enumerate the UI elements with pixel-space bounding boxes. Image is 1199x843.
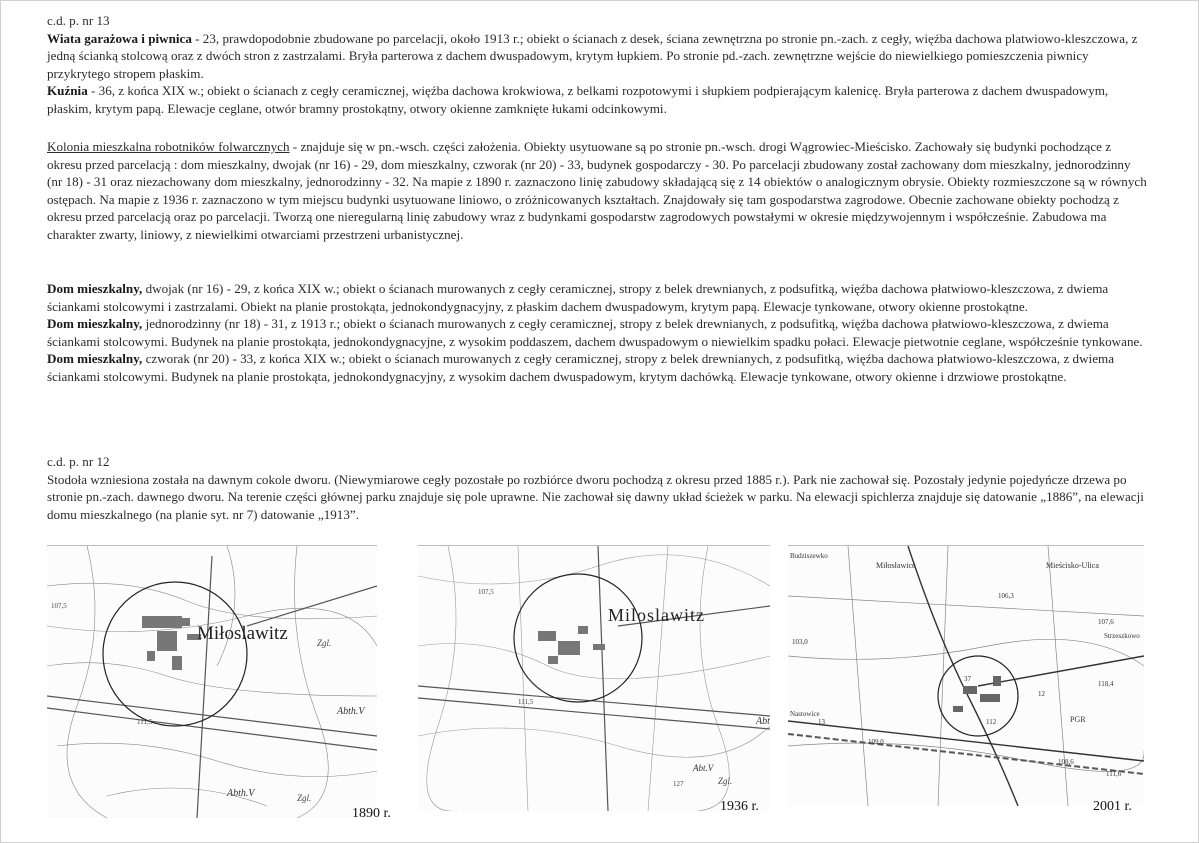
map-caption: 2001 r.	[1093, 799, 1132, 814]
map-2001	[788, 545, 1144, 806]
map-label: Zgl.	[297, 793, 312, 803]
map-1890-drawing	[47, 546, 377, 818]
map-place-label: Miłoslawitz	[197, 623, 288, 644]
map-caption: 1890 r.	[352, 806, 391, 821]
map-1936	[418, 545, 770, 811]
item-text: jednorodzinny (nr 18) - 31, z 1913 r.; obiekt o ścianach murowanych z cegły ceramicznej, stropy z belek drewnianych, z podsufitką, więźba dachowa płatwiowo-kleszczowa, z dwiema ściankami stolcowymi. Budynek na planie prostokąta, jednokondygnacyjne, z wysokim poddaszem, dachem dwuspadowym o niewielkim spadku połaci. Elewacje pietwotnie ceglane, współcześnie tynkowane.	[47, 316, 1143, 349]
map-label: 12	[1038, 690, 1045, 698]
item-title: Dom mieszkalny,	[47, 281, 143, 296]
section-barn-park	[47, 453, 1147, 523]
map-label: 111,5	[137, 718, 153, 726]
item-title: Kuźnia	[47, 83, 88, 99]
map-label: 127	[673, 780, 684, 788]
map-label: 109,0	[868, 738, 884, 746]
map-label: 111,5	[518, 698, 534, 706]
reference-label: c.d. p. nr 12	[47, 454, 110, 469]
section-houses	[47, 280, 1147, 386]
map-label: Abth.V	[337, 706, 365, 717]
map-label: 107,5	[51, 602, 67, 610]
item-title: Dom mieszkalny,	[47, 316, 143, 332]
map-label: Zgl.	[718, 776, 733, 786]
map-label: Zgl.	[317, 638, 332, 648]
map-label: Abth.V	[227, 788, 255, 799]
map-label: 13	[818, 718, 825, 726]
paragraph	[47, 82, 1147, 117]
map-label: Nastowice	[790, 710, 820, 718]
section-text: - znajduje się w pn.-wsch. części założenia. Obiekty usytuowane są po stronie pn.-wsch. drogi Wągrowiec-Mieścisko. Zachowały się budynki pochodzące z okresu przed parcelacją : dom mieszkalny, dwojak (nr 16) - 29, dom mieszkalny, czworak (nr 20) - 33, budynek gospodarczy - 30. Po parcelacji zbudowany został zachowany dom mieszkalny, jednorodzinny (nr 18) - 31 oraz niezachowany dom mieszkalny, jednorodzinny - 32. Na mapie z 1890 r. zaznaczono linię zabudowy składającą się z 14 obiektów o analogicznym obrysie. Obiekty rozmieszczone są w równych ostępach. Na mapie z 1936 r. zaznaczono w tym miejscu budynki usytuowane liniowo, o zróżnicowanych kształtach. Znajdowały się tam gospodarstwa zagrodowe. Obecnie zachowane obiekty pochodzą z okresu przed parcelacją oraz po parcelacji. Tworzą one nieregularną linię zabudowy wraz z budynkami gospodarstw zagrodowych powstałymi w okresie międzywojennym i współcześnie. Zabudowa ma charakter zwarty, liniowy, z niewielkimi otwarciami przestrzeni urbanistycznej.	[47, 139, 1147, 242]
item-text: dwojak (nr 16) - 29, z końca XIX w.; obiekt o ścianach murowanych z cegły ceramicznej, stropy z belek drewnianych, z podsufitką, więźba dachowa płatwiowo-kleszczowa, z dwiema ściankami stolcowymi i zastrzalami. Obiekt na planie prostokąta, jednokondygnacyjny, z płaskim dachem dwuspadowym, krytym papą. Elewacje tynkowane, otwory okienne prostokątne.	[47, 281, 1109, 314]
map-label: 111,6	[1106, 770, 1122, 778]
map-1936-drawing	[418, 546, 770, 811]
section-title: Kolonia mieszkalna robotników folwarcznych	[47, 139, 290, 154]
map-caption: 1936 r.	[720, 799, 759, 814]
map-label: 37	[964, 675, 971, 683]
map-label: Abt	[756, 716, 770, 727]
reference-label: c.d. p. nr 13	[47, 13, 110, 28]
map-label: Abt.V	[693, 763, 714, 773]
paragraph: Stodoła wzniesiona została na dawnym cokole dworu. (Niewymiarowe cegły pozostałe po rozbiórce dworu pochodzą z okresu przed 1885 r.). Park nie zachował się. Pozostały jedynie pojedyńcze drzewa po stronie pn.-zach. dawnego dworu. Na terenie części głównej parku znajduje się pole uprawne. Nie zachował się dawny układ ścieżek w parku. Na elewacji spichlerza znajduje się datowanie „1886”, na elewacji domu mieszkalnego (na planie syt. nr 7) datowanie „1913”.	[47, 471, 1144, 522]
item-text: - 23, prawdopodobnie zbudowane po parcelacji, około 1913 r.; obiekt o ścianach z desek, ściana zewnętrzna po stronie pn.-zach. z cegły, więźba dachowa platwiowo-kleszczowa, z jedną ścianką stolcową oraz z dwóch stron z zastrzalami. Bryła parterowa z dachem dwuspadowym, krytym łupkiem. Po stronie pd.-zach. zewnętrzne wejście do niewielkiego pomieszczenia piwnicy przykrytego stropem płaskim.	[47, 30, 1138, 81]
map-label: Miłosławice	[876, 561, 916, 570]
item-text: czworak (nr 20) - 33, z końca XIX w.; obiekt o ścianach murowanych z cegły ceramicznej, stropy z belek drewnianych, z podsufitką, więźba dachowa płatwiowo-kleszczowa, z dwiema ściankami stolcowymi. Budynek na planie prostokąta, jednokondygnacyjny, z wysokim dachem dwuspadowym, krytym dachówką. Elewacje tynkowane, otwory okienne i drzwiowe prostokątne.	[47, 351, 1115, 384]
item-text: - 36, z końca XIX w.; obiekt o ścianach z cegły ceramicznej, więźba dachowa krokwiowa, z belkami rozpotowymi i słupkiem podpierającym kalenicę. Bryła parterowa z dachem dwuspadowym, płaskim, krytym papą. Elewacje ceglane, otwór bramny prostokątny, otwory okienne zamknięte łukami odcinkowymi.	[47, 83, 1109, 116]
map-label: 107,6	[1098, 618, 1114, 626]
map-place-label: Miloslawitz	[608, 605, 705, 625]
map-label: 118,4	[1098, 680, 1114, 688]
map-label: Mieścisko-Ulica	[1046, 561, 1099, 570]
map-label: Budziszewko	[790, 552, 828, 560]
section-garage-forge	[47, 12, 1147, 118]
map-label: 103,0	[792, 638, 808, 646]
map-label: 112	[986, 718, 997, 726]
paragraph	[47, 280, 1147, 315]
paragraph	[47, 350, 1147, 385]
paragraph	[47, 138, 1147, 244]
paragraph	[47, 315, 1147, 350]
map-label: 106,3	[998, 592, 1014, 600]
paragraph	[47, 30, 1147, 83]
map-label: 107,5	[478, 588, 494, 596]
map-2001-drawing	[788, 546, 1144, 806]
map-1890	[47, 545, 377, 818]
item-title: Dom mieszkalny,	[47, 351, 143, 367]
item-title: Wiata garażowa i piwnica	[47, 30, 192, 46]
section-workers-colony	[47, 138, 1147, 244]
map-label: 108,6	[1058, 758, 1074, 766]
map-label: Strzeszkowo	[1104, 632, 1140, 640]
map-label: PGR	[1070, 715, 1086, 724]
